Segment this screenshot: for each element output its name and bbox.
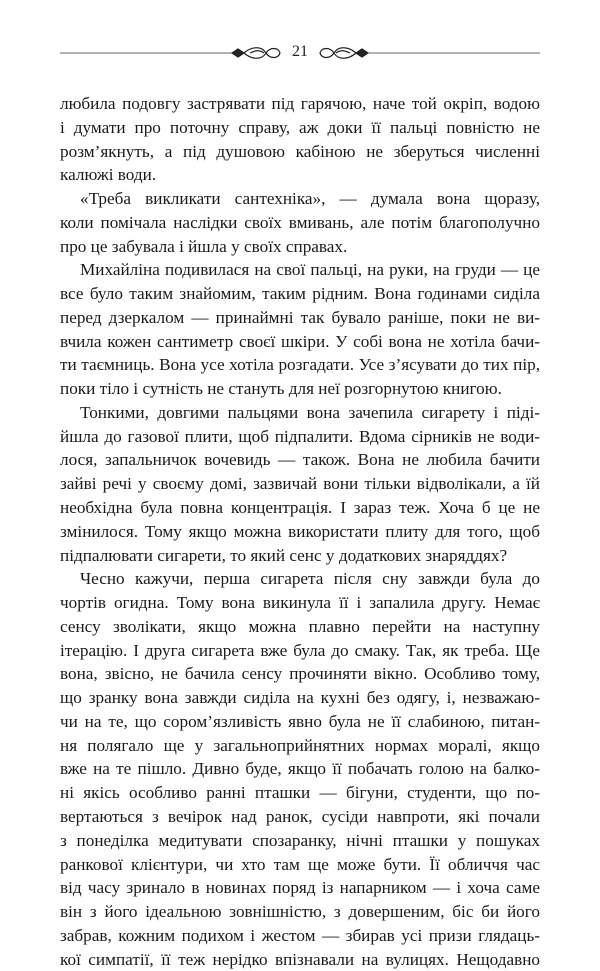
text-line: перед дзеркалом — принаймні так бувало раніше, поки не ви- — [60, 307, 540, 327]
text-line: кої симпатії, її теж нерідко впізнавали на вулицях. Нещодавно — [60, 949, 540, 969]
text-line: від часу зринало в новинах поряд із напарником — і хоча саме — [60, 878, 540, 898]
text-line: Михайліна подивилася на свої пальці, на руки, на груди — це — [80, 260, 540, 280]
text-line: поки тіло і сутність не стануть для неї розгорнутою книгою. — [60, 379, 502, 399]
text-line: він з його ідеальною зовнішністю, з довершеним, біс би його — [60, 902, 540, 922]
text-line: вчила кожен сантиметр своєї шкіри. У собі вона не хотіла бачи- — [60, 331, 540, 351]
text-line: все було таким знайомим, таким рідним. Вона годинами сиділа — [60, 284, 540, 304]
text-line: змінилося. Тому якщо можна використати плиту для того, щоб — [60, 521, 540, 541]
text-line: про це забувала і йшла у своїх справах. — [60, 236, 348, 256]
text-line: чортів огидна. Тому вона викинула її і запалила другу. Немає — [60, 593, 540, 613]
text-line: з понеділка медитувати спозаранку, нічні пташки у пошуках — [60, 830, 540, 850]
text-line: зайві речі у своєму домі, зазвичай вони тільки відволікали, а їй — [60, 474, 540, 494]
text-line: вже на те пішло. Дивно буде, якщо її побачать голою на балко- — [60, 759, 540, 779]
text-line: і думати про поточну справу, аж доки її пальці повністю не — [60, 117, 540, 137]
text-line: чи на те, що сором’язливість явно була не її слабиною, питан- — [60, 711, 540, 731]
text-line: коли помічала наслідки своїх вмивань, але потім благополучно — [60, 212, 540, 232]
text-line: вона, звісно, не бачила сенсу прочиняти вікно. Особливо тому, — [60, 664, 540, 684]
body-text — [60, 92, 540, 971]
text-line: йшла до газової плити, щоб підпалити. Вдома сірників не води- — [60, 426, 540, 446]
text-line: ітерацію. І друга сигарета вже була до смаку. Так, як треба. Ще — [60, 640, 540, 660]
text-line: розм’якнуть, а під душовою кабіною не зберуться численні — [60, 141, 540, 161]
text-line: підпалювати сигарети, то який сенс у додаткових знаряддях? — [60, 545, 508, 565]
text-line: любила подовгу застрявати під гарячою, наче той окріп, водою — [60, 94, 540, 113]
text-line: ні якісь особливо ранні пташки — бігуни, студенти, що по- — [60, 783, 540, 803]
text-line: лося, запальничок вочевидь — також. Вона не любила бачити — [60, 450, 540, 470]
text-line: що зранку вона завжди сиділа на кухні без одягу, і, незважаю- — [60, 688, 540, 708]
text-line: калюжі води. — [60, 165, 157, 185]
text-line: необхідна була повна концентрація. І зараз теж. Хоча б це не — [60, 498, 540, 518]
text-line: ня полягало ще у загальноприйнятних нормах моралі, якщо — [60, 735, 540, 755]
text-line: забрав, кожним подихом і жестом — збирав усі призи глядаць- — [60, 925, 540, 945]
text-line: Чесно кажучи, перша сигарета після сну завжди була до — [80, 569, 540, 589]
text-line: вертаються з вечірок над ранок, сусіди навпроти, які почали — [60, 806, 540, 826]
text-line: «Треба викликати сантехніка», — думала вона щоразу, — [80, 189, 540, 209]
page-number: 21 — [292, 43, 308, 60]
text-line: ти таємниць. Вона усе хотіла розгадати. Усе з’ясувати до тих пір, — [60, 355, 540, 375]
text-line: сенсу зволікати, якщо можна плавно перейти на наступну — [60, 616, 540, 636]
text-line: ранкової клієнтури, чи хто там ще може бути. Її обличчя час — [60, 854, 540, 874]
page-header — [60, 40, 540, 66]
text-line: Тонкими, довгими пальцями вона зачепила сигарету і піді- — [80, 402, 540, 422]
